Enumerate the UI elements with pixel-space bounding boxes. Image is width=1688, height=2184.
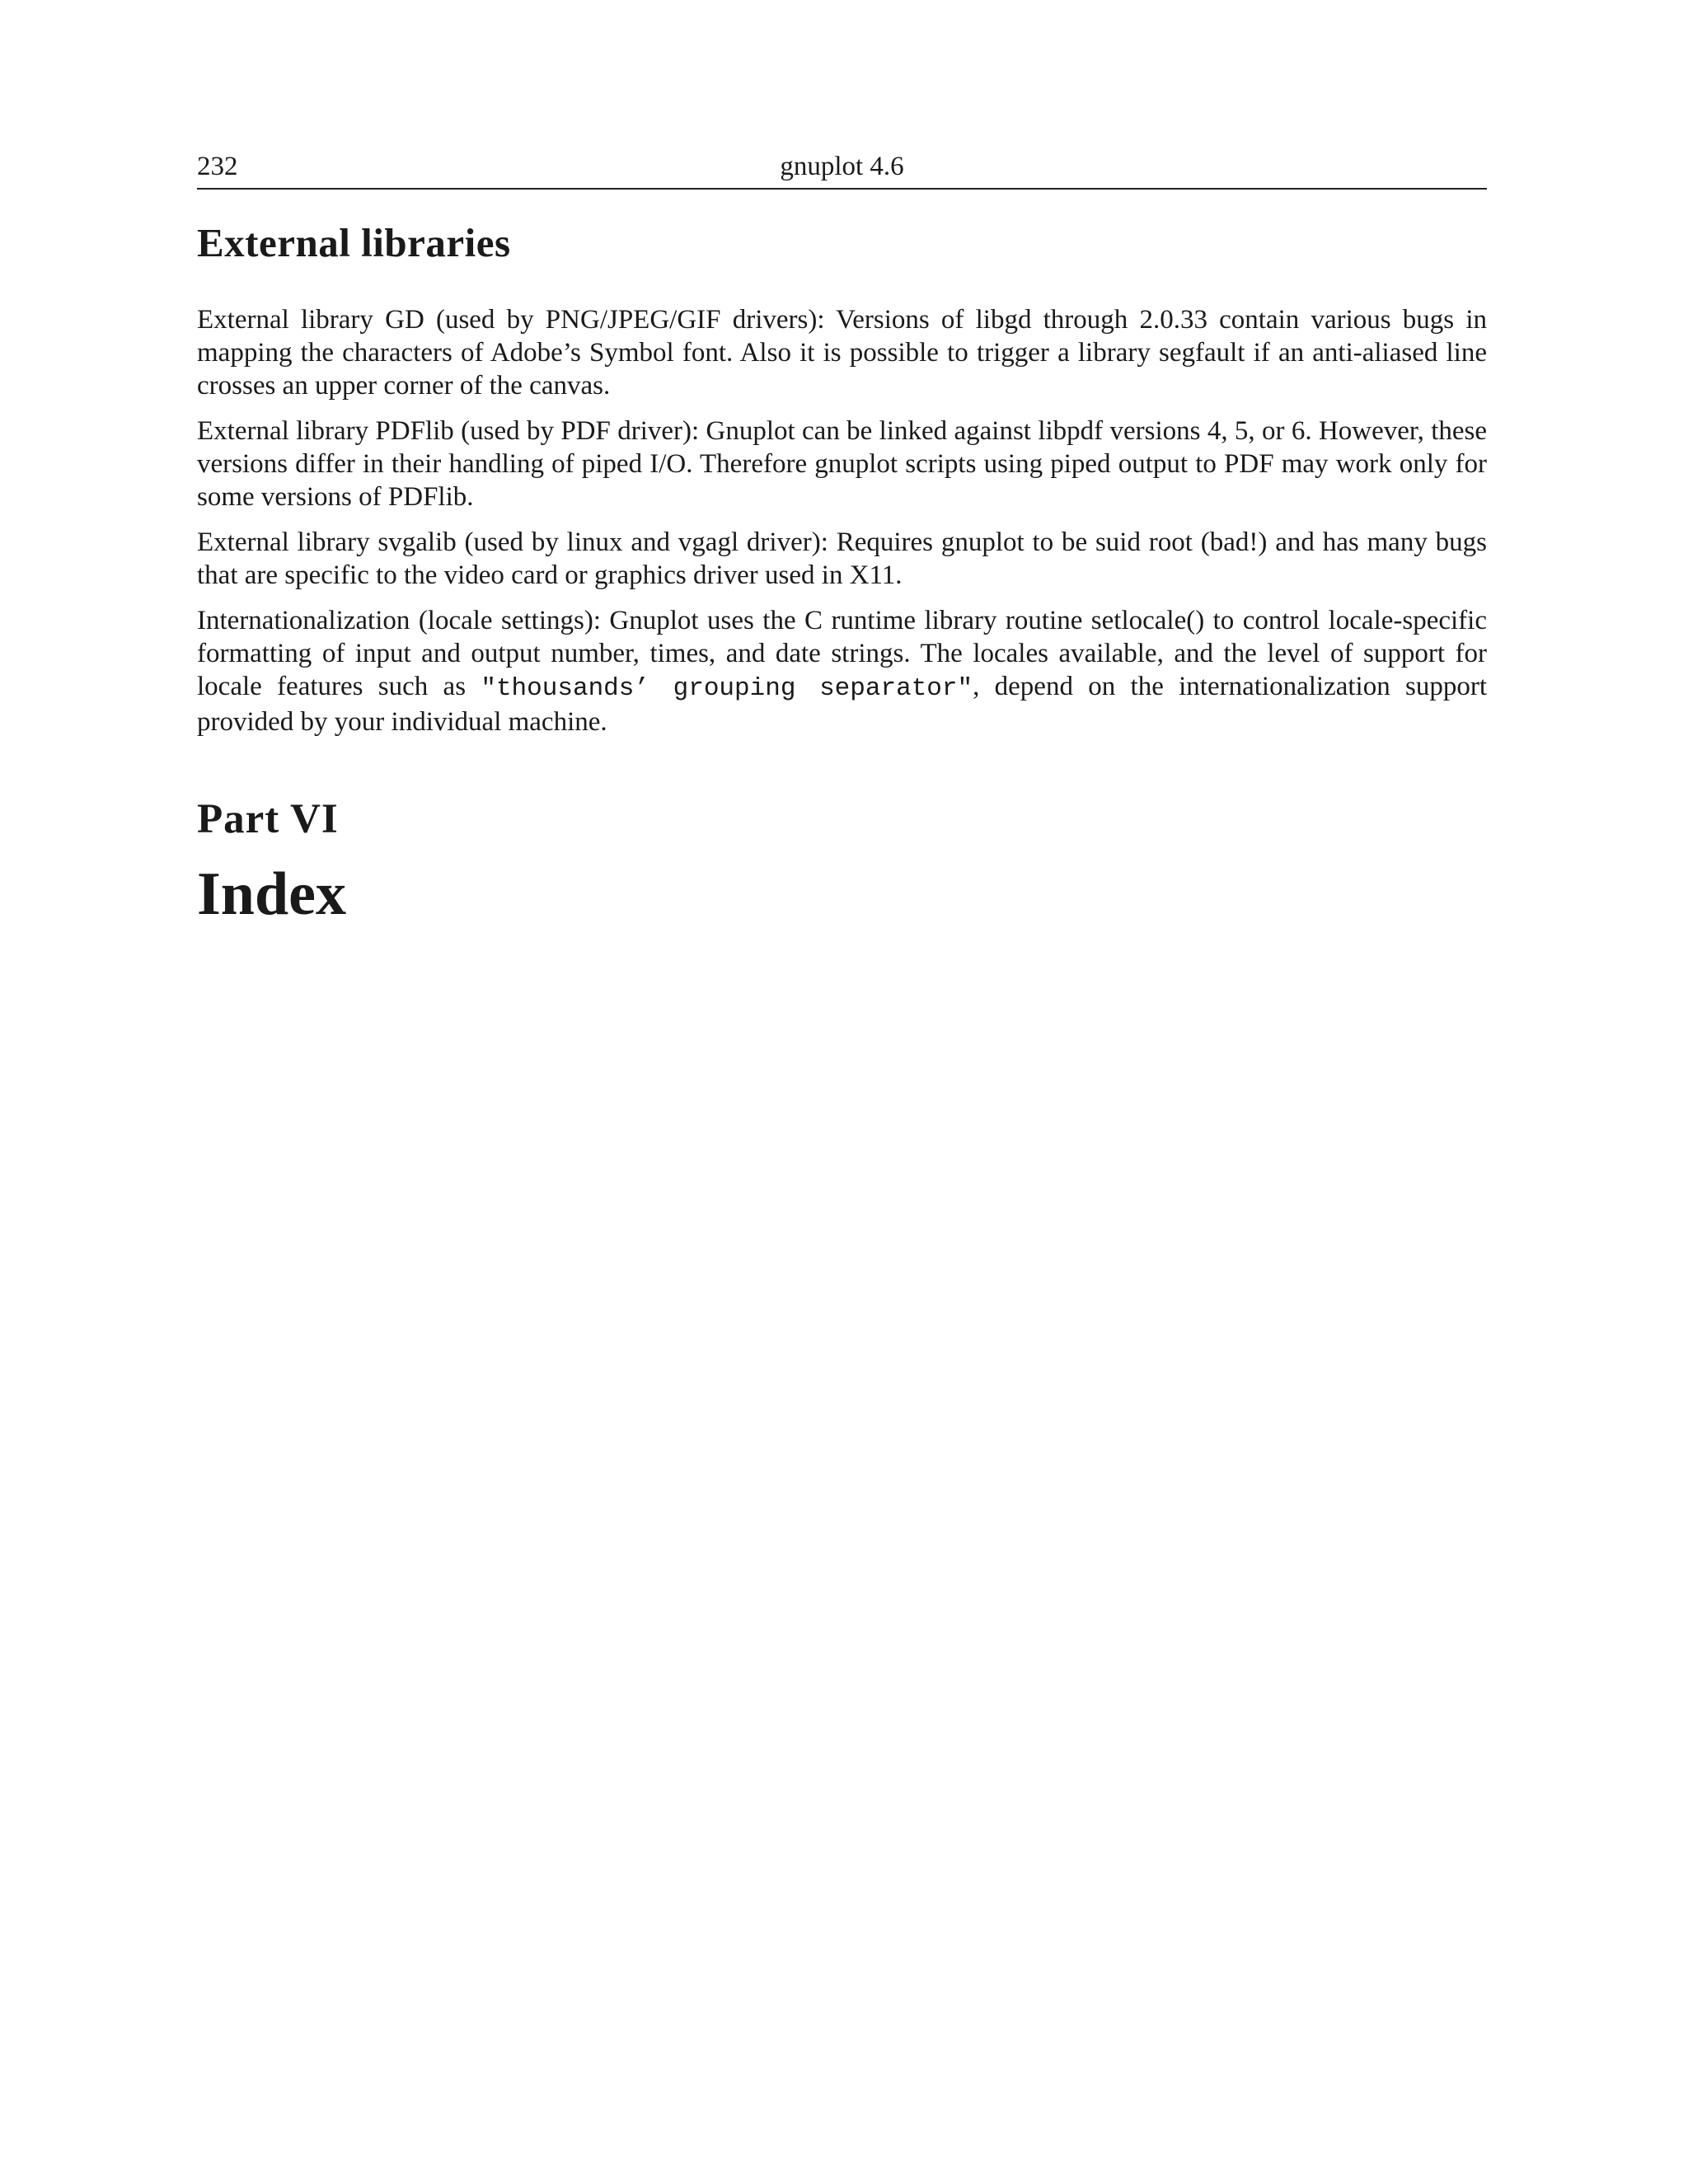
part-title: Index	[197, 860, 346, 928]
section-body	[197, 303, 1487, 751]
inline-code: "thousands’ grouping separator"	[481, 674, 973, 703]
part-label: Part VI	[197, 796, 339, 842]
paragraph-text: , depend on the internationalization support provided by your individual machine.	[197, 672, 1487, 737]
paragraph-gd: External library GD (used by PNG/JPEG/GIF drivers): Versions of libgd through 2.0.33 contain various bugs in mapping the characters of Adobe’s Symbol font. Also it is possible to trigger a library segfault if an anti-aliased line crosses an upper corner of the canvas.	[197, 305, 1487, 401]
paragraph-svgalib: External library svgalib (used by linux and vgagl driver): Requires gnuplot to be suid root (bad!) and has many bugs that are specific to the video card or graphics driver used in X11.	[197, 527, 1487, 590]
running-header	[197, 152, 1487, 190]
paragraph-pdflib: External library PDFlib (used by PDF driver): Gnuplot can be linked against libpdf versions 4, 5, or 6. However, these versions differ in their handling of piped I/O. Therefore gnuplot scripts using piped output to PDF may work only for some versions of PDFlib.	[197, 416, 1487, 512]
paragraph-internationalization	[197, 604, 1487, 738]
section-title: External libraries	[197, 220, 511, 265]
book-title: gnuplot 4.6	[780, 152, 904, 181]
paragraph-text: Internationalization (locale settings): Gnuplot uses the C runtime library routine setlocale() to control locale-specific formatting of input and output number, times, and date strings. The locales available, and the level of support for locale features such as	[197, 606, 1487, 701]
page-number: 232	[197, 152, 238, 181]
